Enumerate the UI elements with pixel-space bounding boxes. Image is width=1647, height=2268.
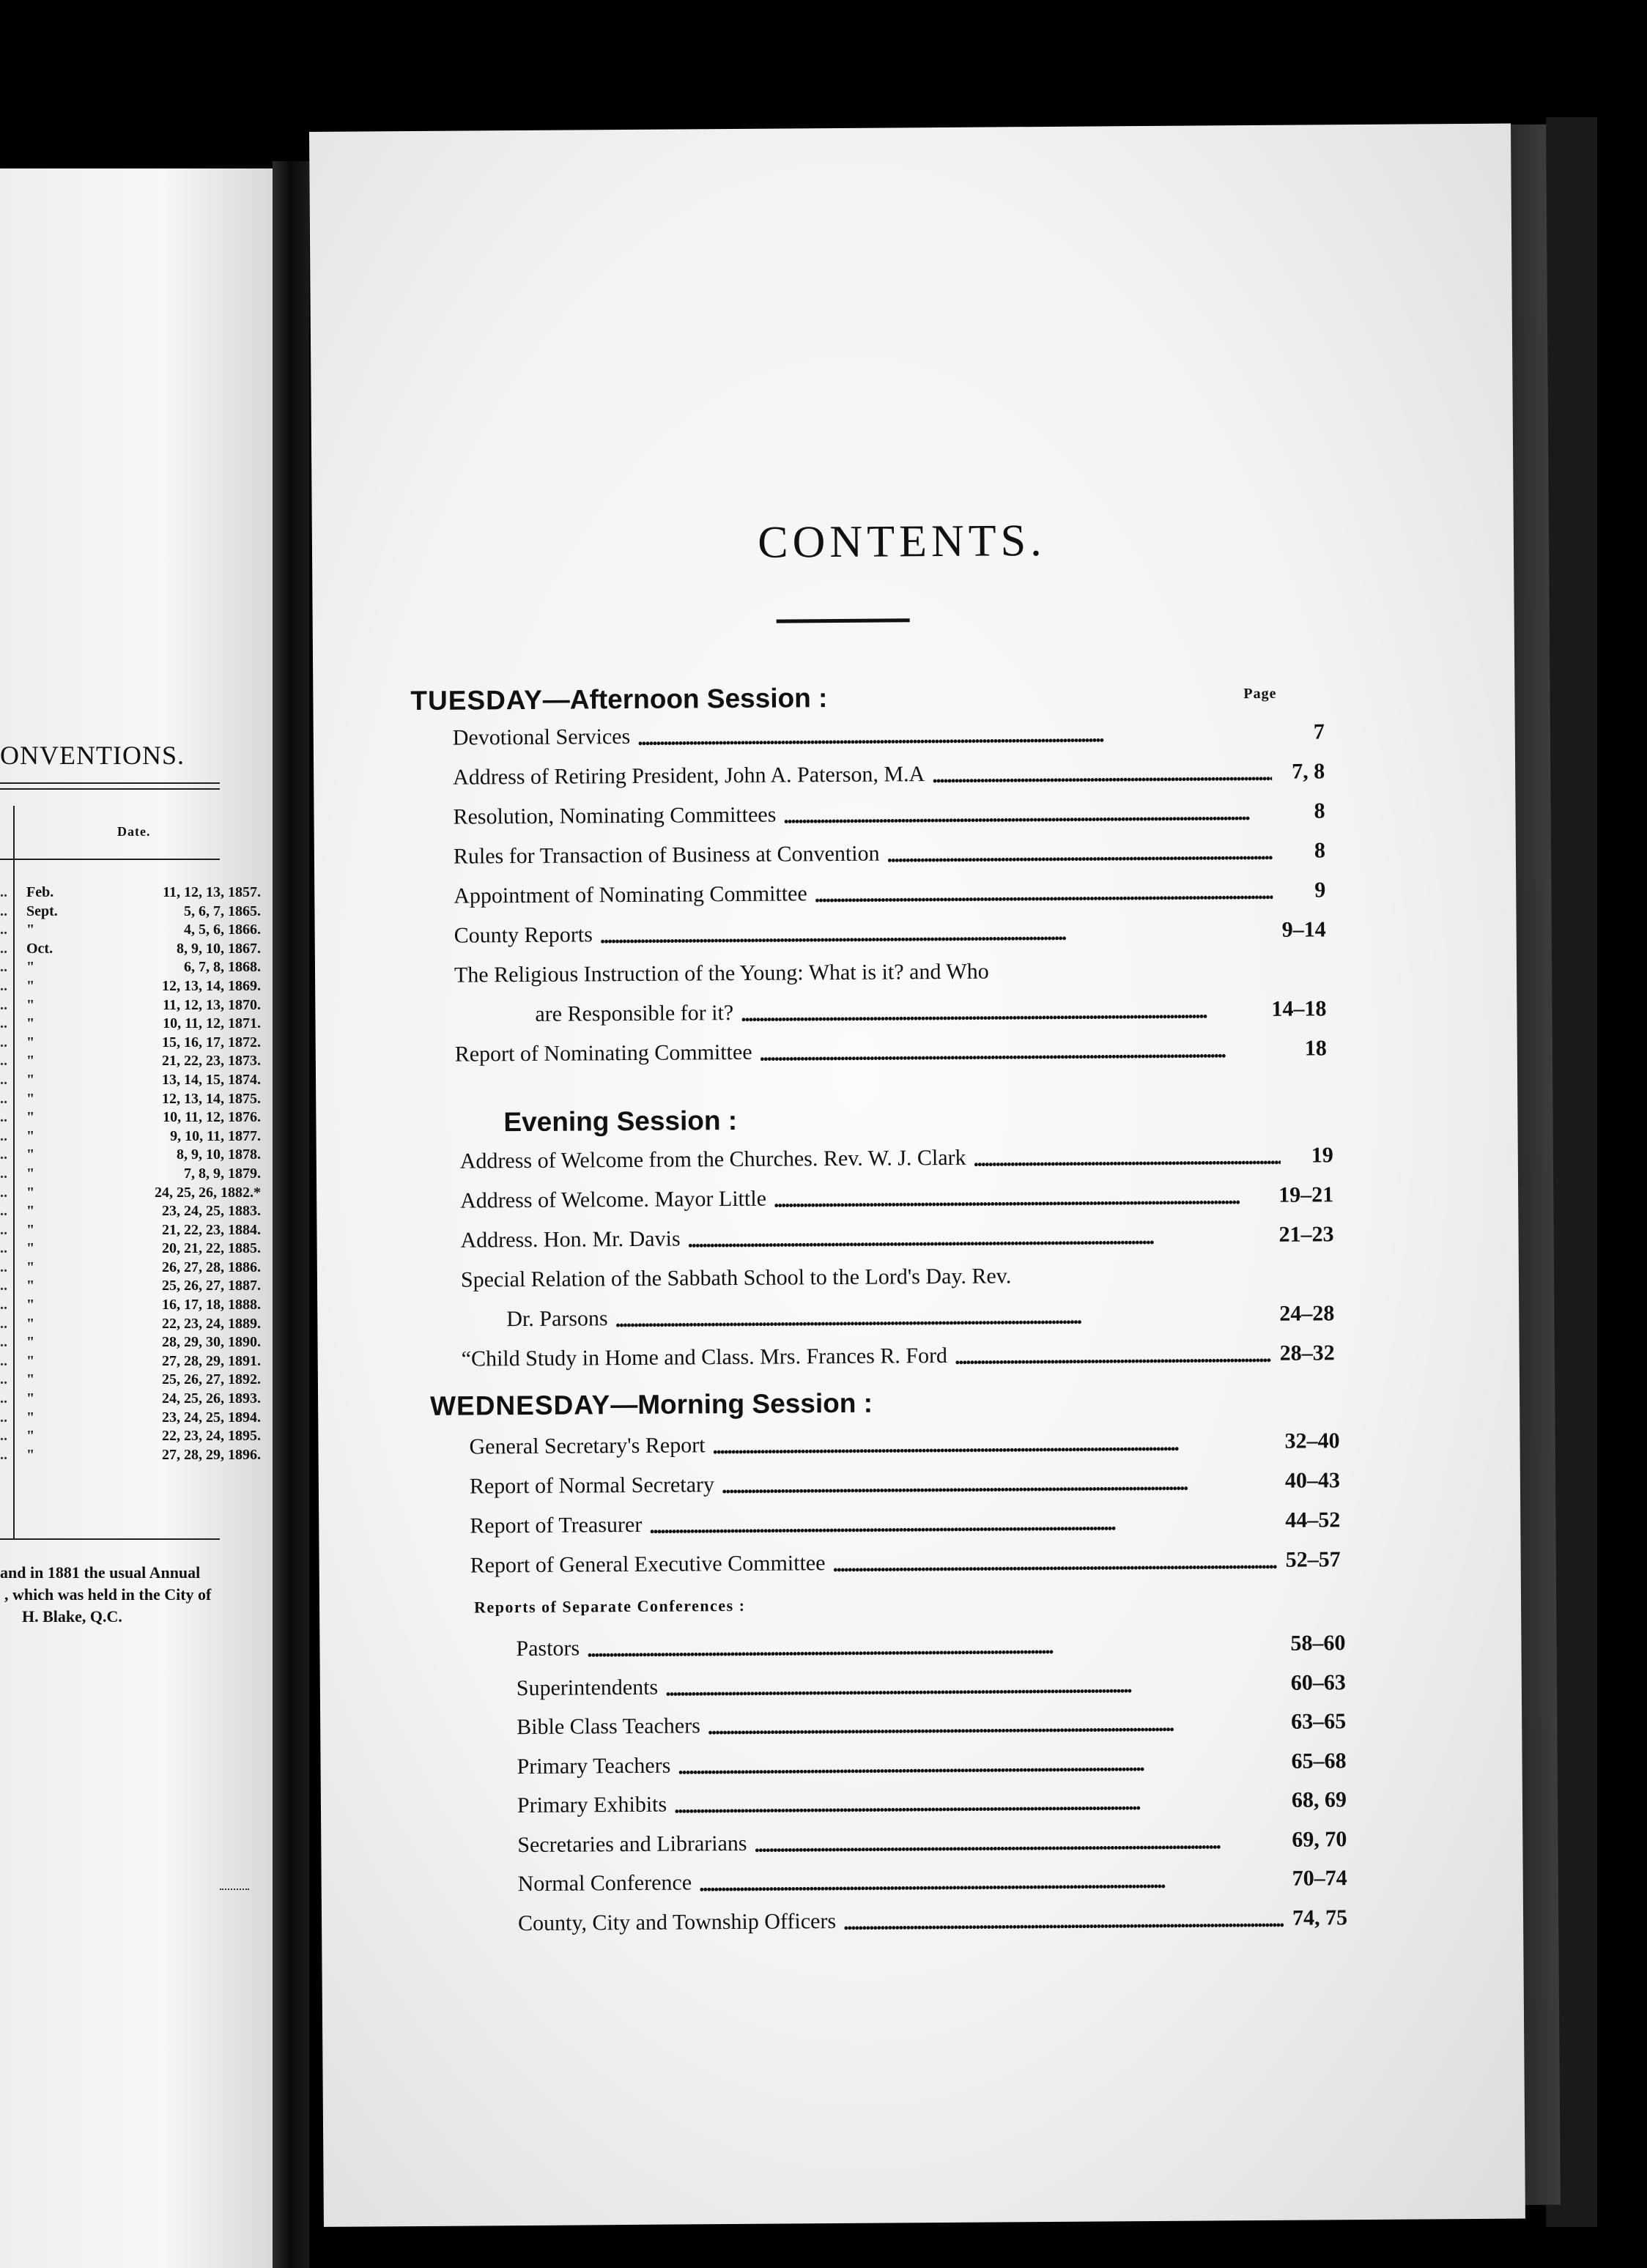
contents-entry-title: Address of Welcome from the Churches. Rev. W. J. Clark bbox=[459, 1145, 966, 1174]
dot-leader bbox=[887, 840, 1273, 865]
row-dates: 21, 22, 23, 1884. bbox=[162, 1221, 261, 1238]
row-leader-dots: .. bbox=[0, 996, 7, 1013]
row-leader-dots: .. bbox=[0, 1259, 7, 1275]
row-month: " bbox=[26, 959, 35, 976]
contents-entry bbox=[455, 1036, 1327, 1067]
page-number: 52–57 bbox=[1285, 1547, 1341, 1572]
row-month: " bbox=[26, 1334, 35, 1351]
convention-date-row bbox=[0, 1370, 273, 1389]
book-gutter bbox=[273, 161, 309, 2268]
contents-entry-title: Address of Retiring President, John A. Paterson, M.A bbox=[453, 762, 925, 790]
row-dates: 27, 28, 29, 1891. bbox=[162, 1352, 261, 1369]
dot-leader bbox=[587, 1633, 1281, 1660]
convention-date-row bbox=[0, 1426, 273, 1445]
contents-entry-title: Devotional Services bbox=[452, 724, 631, 750]
table-bottom-rule bbox=[0, 1538, 220, 1540]
row-dates: 12, 13, 14, 1869. bbox=[162, 977, 261, 994]
row-leader-dots: .. bbox=[0, 922, 7, 938]
contents-entry bbox=[470, 1547, 1341, 1578]
row-dates: 23, 24, 25, 1883. bbox=[162, 1203, 261, 1220]
contents-entry-title: County, City and Township Officers bbox=[517, 1908, 837, 1935]
contents-entry bbox=[454, 878, 1325, 908]
row-month: " bbox=[26, 1015, 35, 1032]
contents-entry bbox=[518, 1866, 1347, 1897]
heading-colon: : bbox=[818, 683, 828, 714]
row-leader-dots: .. bbox=[0, 1371, 7, 1388]
contents-entry bbox=[462, 1341, 1335, 1371]
dot-leader bbox=[722, 1470, 1276, 1496]
convention-date-row bbox=[0, 957, 273, 976]
dot-leader bbox=[712, 1431, 1276, 1456]
row-leader-dots: .. bbox=[0, 1015, 7, 1032]
contents-page bbox=[309, 124, 1525, 2227]
page-number: 28–32 bbox=[1279, 1341, 1335, 1365]
footnote-line: , which was held in the City of bbox=[4, 1585, 212, 1604]
day-name: WEDNESDAY bbox=[430, 1390, 611, 1421]
contents-entry bbox=[517, 1749, 1346, 1779]
left-page-title: ONVENTIONS. bbox=[0, 741, 185, 770]
row-month: " bbox=[26, 1259, 35, 1275]
contents-entry-title: Primary Exhibits bbox=[517, 1792, 667, 1818]
dot-leader bbox=[774, 1185, 1270, 1210]
row-month: " bbox=[26, 1053, 35, 1070]
page-number: 19 bbox=[1311, 1143, 1333, 1168]
page-number: 69, 70 bbox=[1292, 1826, 1347, 1852]
row-leader-dots: .. bbox=[0, 1352, 7, 1369]
row-leader-dots: .. bbox=[0, 1090, 7, 1107]
row-month: " bbox=[26, 1297, 35, 1313]
dot-leader bbox=[637, 722, 1272, 748]
session-name: —Morning Session bbox=[610, 1387, 856, 1420]
row-month: " bbox=[26, 1184, 35, 1201]
contents-entry bbox=[453, 798, 1325, 829]
contents-entry-title: Report of Treasurer bbox=[470, 1512, 643, 1538]
row-leader-dots: .. bbox=[0, 1165, 7, 1182]
page-number: 65–68 bbox=[1291, 1748, 1347, 1774]
row-dates: 24, 25, 26, 1893. bbox=[162, 1390, 261, 1407]
row-month: " bbox=[26, 1203, 35, 1220]
row-dates: 26, 27, 28, 1886. bbox=[162, 1259, 261, 1275]
row-month: " bbox=[26, 1371, 35, 1388]
contents-entry-title: Secretaries and Librarians bbox=[517, 1831, 747, 1857]
row-leader-dots: .. bbox=[0, 884, 7, 900]
row-dates: 6, 7, 8, 1868. bbox=[184, 959, 261, 976]
contents-entry-title: Rules for Transaction of Business at Convention bbox=[453, 841, 880, 869]
row-dates: 25, 26, 27, 1892. bbox=[162, 1371, 261, 1388]
contents-entry-title: Report of Normal Secretary bbox=[469, 1472, 715, 1499]
convention-date-row bbox=[0, 1070, 273, 1089]
row-dates: 23, 24, 25, 1894. bbox=[162, 1409, 261, 1426]
row-month: " bbox=[26, 1240, 35, 1257]
convention-date-row bbox=[0, 1239, 273, 1258]
row-leader-dots: .. bbox=[0, 959, 7, 976]
table-header-rule bbox=[0, 859, 220, 860]
convention-date-row bbox=[0, 1089, 273, 1108]
evening-session-heading bbox=[503, 1105, 737, 1138]
contents-entry-title: Address. Hon. Mr. Davis bbox=[460, 1226, 681, 1253]
page-number: 68, 69 bbox=[1291, 1787, 1347, 1812]
row-month: " bbox=[26, 977, 35, 994]
contents-entry-title: Report of General Executive Committee bbox=[470, 1551, 826, 1578]
contents-entry-title: “Child Study in Home and Class. Mrs. Frances R. Ford bbox=[461, 1343, 948, 1371]
contents-entry-continuation: are Responsible for it? bbox=[535, 1000, 734, 1026]
dot-leader bbox=[955, 1343, 1271, 1367]
row-dates: 4, 5, 6, 1866. bbox=[184, 922, 261, 938]
title-rule bbox=[777, 618, 910, 623]
row-month: " bbox=[26, 1109, 35, 1126]
convention-date-row bbox=[0, 1108, 273, 1127]
row-dates: 15, 16, 17, 1872. bbox=[162, 1034, 261, 1050]
row-month: " bbox=[26, 1221, 35, 1238]
convention-date-row bbox=[0, 1258, 273, 1277]
tuesday-afternoon-heading bbox=[410, 683, 827, 716]
dot-leader bbox=[600, 919, 1273, 946]
contents-entry bbox=[517, 1787, 1347, 1818]
contents-entry-title: County Reports bbox=[454, 922, 593, 948]
left-page-footnote bbox=[0, 1562, 211, 1628]
page-number: 58–60 bbox=[1290, 1631, 1346, 1656]
contents-entry-continuation: Dr. Parsons bbox=[506, 1306, 608, 1332]
row-month: " bbox=[26, 1428, 35, 1445]
row-leader-dots: .. bbox=[0, 940, 7, 957]
row-month: Sept. bbox=[26, 903, 58, 919]
row-month: " bbox=[26, 1146, 35, 1163]
row-leader-dots: .. bbox=[0, 1127, 7, 1144]
page-number: 9 bbox=[1314, 878, 1326, 903]
page-number: 7 bbox=[1313, 719, 1325, 744]
row-month: " bbox=[26, 1446, 35, 1463]
contents-entry bbox=[453, 759, 1325, 790]
row-month: " bbox=[26, 922, 35, 938]
contents-entry bbox=[506, 1301, 1334, 1332]
dot-leader bbox=[973, 1145, 1280, 1169]
row-dates: 5, 6, 7, 1865. bbox=[184, 903, 261, 919]
dot-leader bbox=[832, 1549, 1276, 1574]
row-leader-dots: .. bbox=[0, 1146, 7, 1163]
row-month: " bbox=[26, 1165, 35, 1182]
row-leader-dots: .. bbox=[0, 1315, 7, 1332]
row-dates: 27, 28, 29, 1896. bbox=[162, 1446, 261, 1463]
convention-date-row bbox=[0, 1164, 273, 1183]
contents-entry-title: Primary Teachers bbox=[517, 1753, 671, 1779]
contents-entry bbox=[517, 1709, 1346, 1740]
left-page bbox=[0, 168, 273, 2268]
row-dates: 21, 22, 23, 1873. bbox=[162, 1053, 261, 1070]
page-number: 8 bbox=[1314, 798, 1325, 823]
contents-entry bbox=[517, 1670, 1346, 1701]
convention-date-row bbox=[0, 902, 273, 921]
row-leader-dots: .. bbox=[0, 1221, 7, 1238]
dot-leader bbox=[815, 880, 1273, 905]
row-leader-dots: .. bbox=[0, 1203, 7, 1220]
dot-leader bbox=[649, 1510, 1276, 1536]
convention-date-row bbox=[0, 1201, 273, 1220]
contents-entry bbox=[469, 1428, 1339, 1459]
row-dates: 20, 21, 22, 1885. bbox=[162, 1240, 261, 1257]
page-number: 8 bbox=[1314, 838, 1325, 863]
convention-date-row bbox=[0, 920, 273, 939]
page-number: 14–18 bbox=[1271, 996, 1327, 1021]
row-leader-dots: .. bbox=[0, 1034, 7, 1050]
dot-leader bbox=[678, 1750, 1282, 1776]
row-dates: 22, 23, 24, 1889. bbox=[162, 1315, 261, 1332]
row-leader-dots: .. bbox=[0, 1278, 7, 1294]
row-month: " bbox=[26, 1315, 35, 1332]
contents-entry-title: Report of Nominating Committee bbox=[454, 1040, 752, 1067]
convention-date-row bbox=[0, 1276, 273, 1295]
row-dates: 10, 11, 12, 1871. bbox=[163, 1015, 261, 1032]
page-number: 74, 75 bbox=[1292, 1905, 1348, 1930]
row-month: " bbox=[26, 1278, 35, 1294]
row-leader-dots: .. bbox=[0, 1297, 7, 1313]
row-leader-dots: .. bbox=[0, 903, 7, 919]
convention-dates-list bbox=[0, 883, 273, 1464]
day-name: TUESDAY bbox=[410, 684, 543, 716]
contents-entry bbox=[454, 838, 1325, 869]
row-leader-dots: .. bbox=[0, 1109, 7, 1126]
table-top-rule-double bbox=[0, 788, 220, 790]
page-number: 70–74 bbox=[1292, 1866, 1347, 1891]
row-leader-dots: .. bbox=[0, 977, 7, 994]
convention-date-row bbox=[0, 1014, 273, 1033]
row-leader-dots: .. bbox=[0, 1409, 7, 1426]
convention-date-row bbox=[0, 939, 273, 958]
row-leader-dots: .. bbox=[0, 1071, 7, 1088]
footnote-line: H. Blake, Q.C. bbox=[22, 1607, 122, 1626]
footnote-line: and in 1881 the usual Annual bbox=[0, 1563, 201, 1582]
date-column-header: Date. bbox=[117, 824, 151, 839]
row-leader-dots: .. bbox=[0, 1390, 7, 1407]
row-dates: 8, 9, 10, 1867. bbox=[177, 940, 261, 957]
convention-date-row bbox=[0, 883, 273, 902]
session-name: —Afternoon Session bbox=[542, 683, 811, 715]
row-dates: 24, 25, 26, 1882.* bbox=[155, 1184, 261, 1201]
page-number: 7, 8 bbox=[1292, 759, 1325, 784]
dot-leader bbox=[783, 801, 1272, 826]
contents-entry-title: Resolution, Nominating Committees bbox=[453, 802, 777, 829]
contents-entry bbox=[460, 1182, 1333, 1213]
row-leader-dots: .. bbox=[0, 1428, 7, 1445]
row-dates: 11, 12, 13, 1870. bbox=[163, 996, 261, 1013]
session-name: Evening Session bbox=[503, 1105, 721, 1138]
convention-date-row bbox=[0, 1220, 273, 1239]
row-month: " bbox=[26, 1034, 35, 1050]
convention-date-row bbox=[0, 976, 273, 996]
convention-date-row bbox=[0, 1389, 273, 1408]
contents-entry-title: Address of Welcome. Mayor Little bbox=[460, 1186, 767, 1213]
convention-date-row bbox=[0, 1145, 273, 1164]
page-number: 18 bbox=[1304, 1036, 1327, 1061]
contents-entry-title: Superintendents bbox=[516, 1675, 659, 1700]
dot-leader bbox=[843, 1907, 1284, 1932]
page-number: 60–63 bbox=[1290, 1670, 1346, 1695]
dot-leader bbox=[759, 1038, 1273, 1064]
dot-leader bbox=[932, 761, 1272, 785]
row-leader-dots: .. bbox=[0, 1334, 7, 1351]
page-mark bbox=[220, 1889, 249, 1890]
convention-date-row bbox=[0, 1295, 273, 1314]
dot-leader bbox=[674, 1790, 1283, 1816]
contents-entry-title: Appointment of Nominating Committee bbox=[454, 881, 807, 908]
contents-entry bbox=[470, 1508, 1340, 1538]
convention-date-row bbox=[0, 1183, 273, 1202]
contents-entry bbox=[518, 1905, 1347, 1936]
dot-leader bbox=[699, 1868, 1284, 1894]
row-month: " bbox=[26, 1071, 35, 1088]
row-month: " bbox=[26, 1127, 35, 1144]
contents-entry-title: The Religious Instruction of the Young: What is it? and Who bbox=[454, 959, 989, 987]
page-number: 19–21 bbox=[1278, 1182, 1334, 1207]
page-number: 21–23 bbox=[1278, 1222, 1334, 1247]
dot-leader bbox=[708, 1711, 1283, 1737]
dot-leader bbox=[741, 998, 1262, 1024]
page-number: 9–14 bbox=[1281, 917, 1326, 942]
convention-date-row bbox=[0, 1352, 273, 1371]
row-month: " bbox=[26, 1352, 35, 1369]
row-dates: 10, 11, 12, 1876. bbox=[163, 1109, 261, 1126]
convention-date-row bbox=[0, 1333, 273, 1352]
row-leader-dots: .. bbox=[0, 1240, 7, 1257]
convention-date-row bbox=[0, 1408, 273, 1427]
convention-date-row bbox=[0, 1127, 273, 1146]
page-number: 40–43 bbox=[1284, 1468, 1340, 1493]
contents-entry-title: Special Relation of the Sabbath School to the Lord's Day. Rev. bbox=[460, 1264, 1012, 1292]
wednesday-morning-heading bbox=[430, 1388, 873, 1422]
row-leader-dots: .. bbox=[0, 1053, 7, 1070]
contents-entry-title: Normal Conference bbox=[517, 1870, 692, 1897]
row-dates: 25, 26, 27, 1887. bbox=[162, 1278, 261, 1294]
row-dates: 13, 14, 15, 1874. bbox=[162, 1071, 261, 1088]
heading-colon: : bbox=[728, 1105, 738, 1136]
contents-entry bbox=[460, 1222, 1333, 1253]
row-dates: 22, 23, 24, 1895. bbox=[162, 1428, 261, 1445]
page-number: 44–52 bbox=[1285, 1508, 1341, 1533]
dot-leader bbox=[665, 1672, 1282, 1698]
contents-entry bbox=[535, 996, 1326, 1027]
row-dates: 12, 13, 14, 1875. bbox=[162, 1090, 261, 1107]
page-column-header: Page bbox=[1243, 685, 1277, 703]
row-month: " bbox=[26, 996, 35, 1013]
page-number: 32–40 bbox=[1284, 1428, 1340, 1453]
row-month: Feb. bbox=[26, 884, 54, 900]
row-dates: 7, 8, 9, 1879. bbox=[184, 1165, 261, 1182]
row-month: Oct. bbox=[26, 940, 53, 957]
page-title: CONTENTS. bbox=[758, 515, 1046, 568]
row-dates: 8, 9, 10, 1878. bbox=[177, 1146, 261, 1163]
row-dates: 9, 10, 11, 1877. bbox=[170, 1127, 261, 1144]
row-dates: 16, 17, 18, 1888. bbox=[162, 1297, 261, 1313]
contents-entry-title: Pastors bbox=[516, 1636, 580, 1661]
contents-entry-title: General Secretary's Report bbox=[469, 1433, 706, 1459]
row-dates: 28, 29, 30, 1890. bbox=[162, 1334, 261, 1351]
row-month: " bbox=[26, 1090, 35, 1107]
row-month: " bbox=[26, 1390, 35, 1407]
table-top-rule bbox=[0, 782, 220, 784]
dot-leader bbox=[754, 1828, 1283, 1854]
convention-date-row bbox=[0, 1445, 273, 1464]
contents-entry-title: Bible Class Teachers bbox=[517, 1713, 700, 1740]
contents-entry bbox=[454, 917, 1326, 948]
page-number: 24–28 bbox=[1279, 1301, 1335, 1326]
convention-date-row bbox=[0, 1051, 273, 1070]
contents-entry bbox=[517, 1827, 1347, 1858]
row-dates: 11, 12, 13, 1857. bbox=[163, 884, 261, 900]
contents-entry bbox=[470, 1468, 1340, 1499]
convention-date-row bbox=[0, 996, 273, 1015]
row-leader-dots: .. bbox=[0, 1446, 7, 1463]
contents-entry bbox=[516, 1631, 1345, 1661]
convention-date-row bbox=[0, 1033, 273, 1052]
dot-leader bbox=[615, 1303, 1271, 1330]
convention-date-row bbox=[0, 1314, 273, 1333]
row-leader-dots: .. bbox=[0, 1184, 7, 1201]
page-number: 63–65 bbox=[1291, 1709, 1347, 1734]
dot-leader bbox=[687, 1224, 1270, 1250]
contents-entry bbox=[453, 719, 1325, 750]
separate-conferences-heading: Reports of Separate Conferences : bbox=[473, 1596, 746, 1617]
contents-entry bbox=[460, 1143, 1333, 1174]
row-month: " bbox=[26, 1409, 35, 1426]
heading-colon: : bbox=[863, 1387, 873, 1418]
